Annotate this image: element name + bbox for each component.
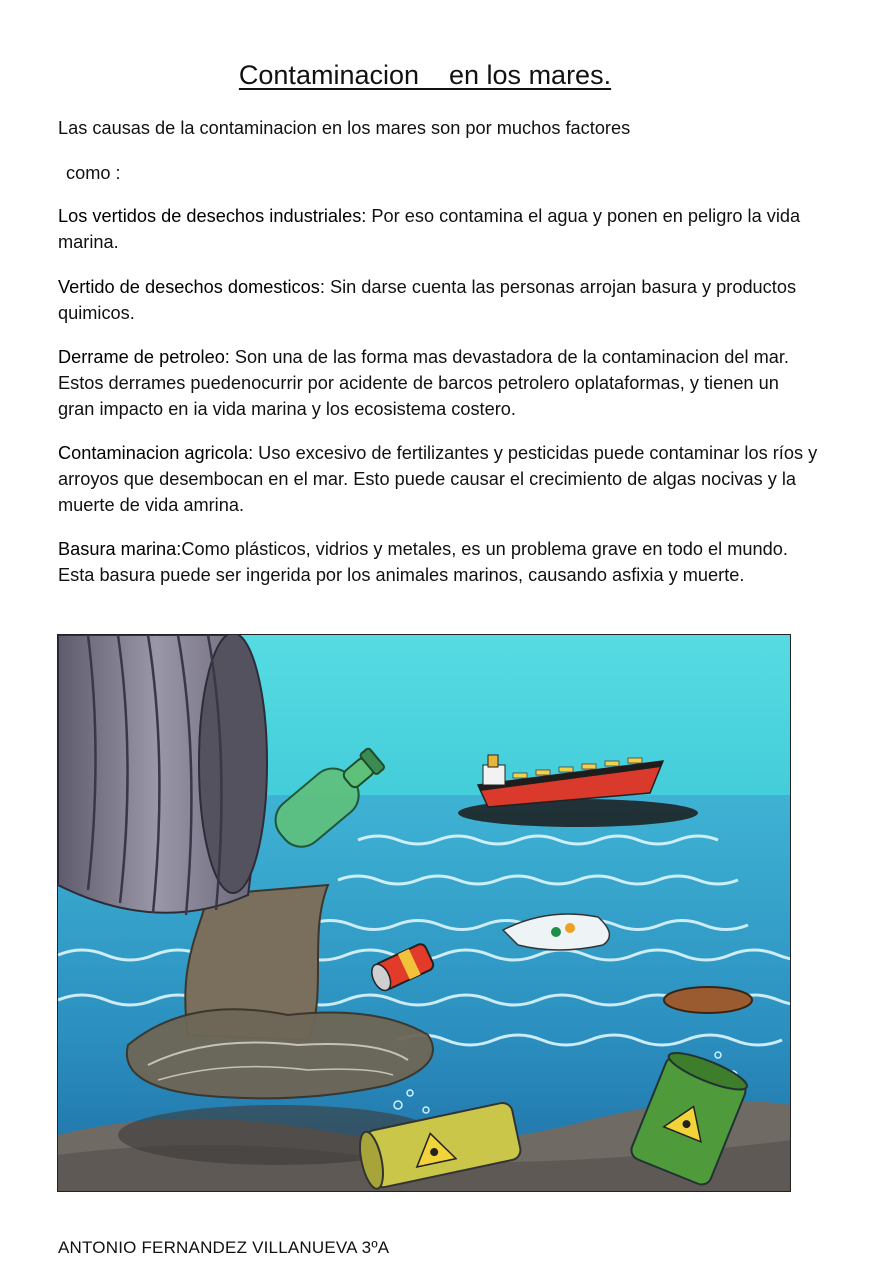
paragraph-agricultural bbox=[58, 440, 818, 518]
paragraph-body: Sin darse cuenta las personas arrojan basura y productos quimicos. bbox=[58, 277, 797, 323]
como-text: como : bbox=[66, 163, 121, 183]
pollution-illustration bbox=[57, 634, 791, 1192]
paragraph-body: Son una de las forma mas devastadora de la contaminacion del mar. Estos derrames puedenocurrir por acidente de barcos petrolero oplataformas, y tienen un gran impacto en ia vida marina y los ecosistema costero. bbox=[58, 347, 789, 419]
paragraph-body: Por eso contamina el agua y ponen en peligro la vida marina. bbox=[58, 206, 801, 252]
paragraph-term: Basura marina: bbox=[58, 539, 182, 559]
pollution-drawing bbox=[58, 635, 791, 1192]
page-title: Contaminacion en los mares. bbox=[238, 60, 612, 90]
paragraph-body: Uso excesivo de fertilizantes y pesticidas puede contaminar los ríos y arroyos que desembocan en el mar. Esto puede causar el crecimiento de algas nocivas y la muerte de vida amrina. bbox=[58, 443, 818, 515]
paragraph-oil-spill bbox=[58, 344, 818, 422]
author-name: ANTONIO FERNANDEZ VILLANUEVA 3ºA bbox=[58, 1238, 390, 1257]
paragraph-term: Vertido de desechos domesticos: bbox=[58, 277, 325, 297]
paragraph-term: Contaminacion agricola: bbox=[58, 443, 254, 463]
intro-text: Las causas de la contaminacion en los mares son por muchos factores bbox=[58, 118, 631, 138]
paragraph-term: Los vertidos de desechos industriales: bbox=[58, 206, 367, 226]
floating-debris bbox=[664, 987, 752, 1013]
paragraph-industrial-waste bbox=[58, 203, 818, 255]
paragraph-term: Derrame de petroleo: bbox=[58, 347, 230, 367]
paragraph-marine-litter bbox=[58, 536, 818, 588]
drain-pipe bbox=[58, 635, 267, 915]
paragraph-domestic-waste bbox=[58, 274, 818, 326]
paragraph-body: Como plásticos, vidrios y metales, es un problema grave en todo el mundo. Esta basura puede ser ingerida por los animales marinos, causando asfixia y muerte. bbox=[58, 539, 788, 585]
